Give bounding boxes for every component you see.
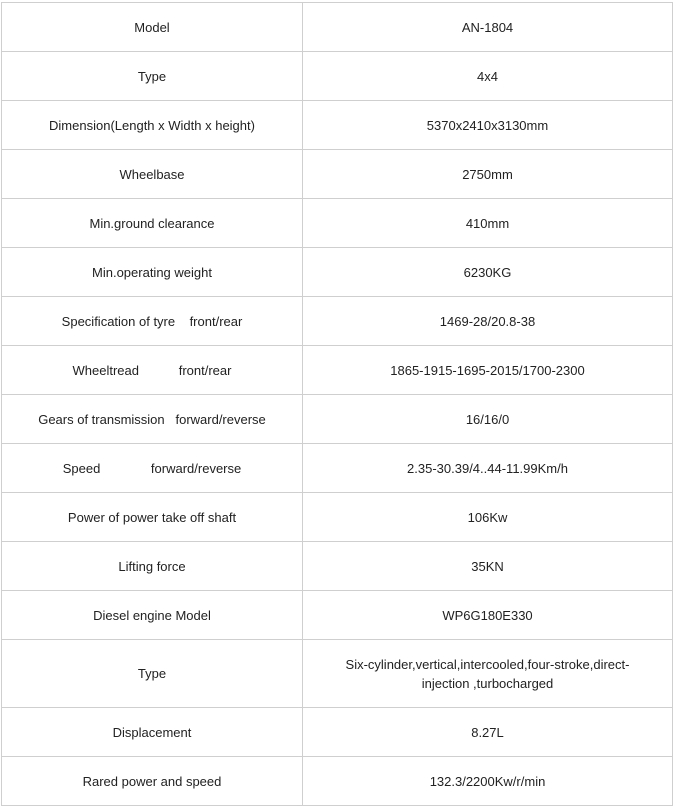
row-value: Six-cylinder,vertical,intercooled,four-stroke,direct-injection ,turbocharged bbox=[303, 640, 673, 708]
row-value: 106Kw bbox=[303, 493, 673, 542]
row-label: Lifting force bbox=[2, 542, 303, 591]
row-value: 8.27L bbox=[303, 708, 673, 757]
table-row bbox=[2, 150, 673, 199]
row-label: Dimension(Length x Width x height) bbox=[2, 101, 303, 150]
row-label: Min.ground clearance bbox=[2, 199, 303, 248]
table-row bbox=[2, 757, 673, 806]
row-label: Power of power take off shaft bbox=[2, 493, 303, 542]
table-row bbox=[2, 297, 673, 346]
row-value: 16/16/0 bbox=[303, 395, 673, 444]
table-row bbox=[2, 395, 673, 444]
row-label: Wheelbase bbox=[2, 150, 303, 199]
row-value: 1865-1915-1695-2015/1700-2300 bbox=[303, 346, 673, 395]
row-value: 6230KG bbox=[303, 248, 673, 297]
row-label: Model bbox=[2, 3, 303, 52]
row-value: 4x4 bbox=[303, 52, 673, 101]
table-row bbox=[2, 708, 673, 757]
table-row bbox=[2, 199, 673, 248]
row-value: 410mm bbox=[303, 199, 673, 248]
row-label: Speed forward/reverse bbox=[2, 444, 303, 493]
row-label: Displacement bbox=[2, 708, 303, 757]
row-value: WP6G180E330 bbox=[303, 591, 673, 640]
table-row bbox=[2, 101, 673, 150]
table-row bbox=[2, 346, 673, 395]
row-label: Type bbox=[2, 640, 303, 708]
row-value: 1469-28/20.8-38 bbox=[303, 297, 673, 346]
row-value: 5370x2410x3130mm bbox=[303, 101, 673, 150]
table-row bbox=[2, 591, 673, 640]
table-row bbox=[2, 444, 673, 493]
table-row bbox=[2, 52, 673, 101]
row-label: Diesel engine Model bbox=[2, 591, 303, 640]
row-label: Wheeltread front/rear bbox=[2, 346, 303, 395]
table-row bbox=[2, 542, 673, 591]
row-value: 132.3/2200Kw/r/min bbox=[303, 757, 673, 806]
table-row bbox=[2, 3, 673, 52]
row-value: 2750mm bbox=[303, 150, 673, 199]
row-value: 35KN bbox=[303, 542, 673, 591]
row-label: Gears of transmission forward/reverse bbox=[2, 395, 303, 444]
table-row bbox=[2, 640, 673, 708]
row-value: AN-1804 bbox=[303, 3, 673, 52]
row-label: Min.operating weight bbox=[2, 248, 303, 297]
specification-table bbox=[1, 2, 673, 806]
table-row bbox=[2, 493, 673, 542]
row-label: Specification of tyre front/rear bbox=[2, 297, 303, 346]
row-value: 2.35-30.39/4..44-11.99Km/h bbox=[303, 444, 673, 493]
row-label: Type bbox=[2, 52, 303, 101]
table-row bbox=[2, 248, 673, 297]
row-label: Rared power and speed bbox=[2, 757, 303, 806]
